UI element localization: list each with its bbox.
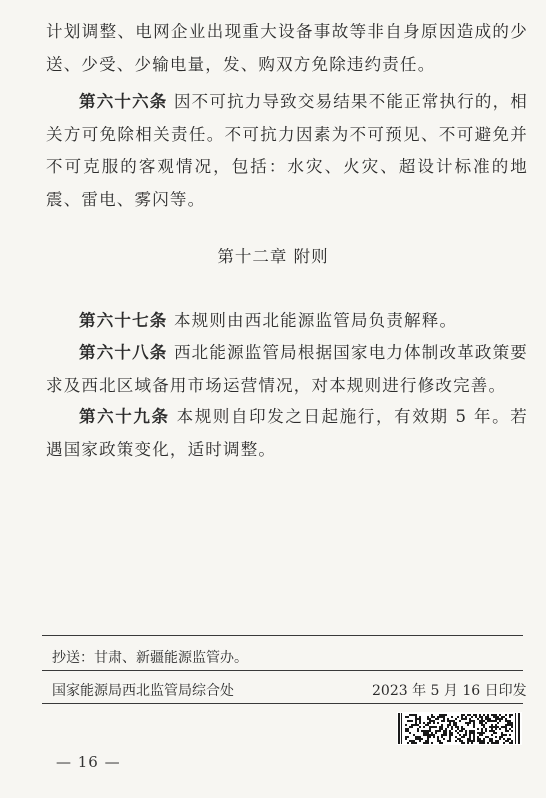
barcode-icon: [397, 712, 522, 745]
issuer-office: 国家能源局西北监管局综合处: [52, 683, 234, 699]
footer-rule-bottom: [42, 703, 523, 704]
chapter-title: 第十二章 附则: [217, 247, 329, 266]
article-text: 西北能源监管局根据国家电力体制改革政策要求及西北区域备用市场运营情况，对本规则进行修改完善。: [46, 343, 529, 395]
footer-rule-middle: [42, 670, 523, 671]
article-label: 第六十八条: [79, 343, 168, 362]
article-label: 第六十七条: [79, 311, 168, 330]
article-text: 因不可抗力导致交易结果不能正常执行的，相关方可免除相关责任。不可抗力因素为不可预见、不可避免并不可克服的客观情况，包括：水灾、火灾、超设计标准的地震、雷电、雾闪等。: [46, 92, 529, 209]
barcode-image: [397, 712, 522, 745]
article-text: 本规则自印发之日起施行，有效期 5 年。若遇国家政策变化，适时调整。: [46, 407, 529, 459]
page-number: — 16 —: [56, 753, 121, 771]
footer-rule-top: [42, 635, 523, 636]
cc-line: 抄送：甘肃、新疆能源监管办。: [52, 650, 248, 666]
article-66: [46, 86, 528, 216]
paragraph-text: 计划调整、电网企业出现重大设备事故等非自身原因造成的少送、少受、少输电量，发、购双方免除违约责任。: [46, 22, 528, 74]
article-68: [46, 337, 528, 402]
article-67: [46, 305, 528, 338]
issue-date: 2023 年 5 月 16 日印发: [372, 683, 527, 699]
article-label: 第六十九条: [79, 407, 170, 426]
paragraph-continued: [46, 16, 528, 81]
article-label: 第六十六条: [79, 92, 168, 111]
article-text: 本规则由西北能源监管局负责解释。: [173, 311, 458, 330]
article-69: [46, 401, 528, 466]
